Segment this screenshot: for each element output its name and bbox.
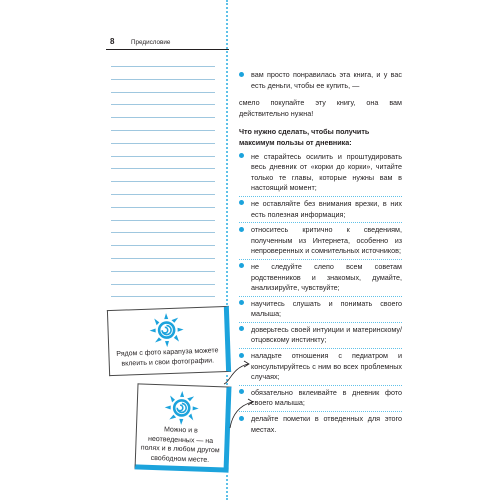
note-line	[111, 245, 215, 246]
tip-card-notes	[135, 383, 232, 472]
note-line	[111, 156, 215, 157]
list-item-text: делайте пометки в отведенных для этого местах.	[251, 414, 402, 434]
list-item-text: научитесь слушать и понимать своего малыша;	[251, 298, 402, 319]
sun-icon	[146, 311, 187, 348]
page-number: 8	[110, 37, 115, 46]
list-item	[239, 388, 402, 409]
note-line	[111, 168, 215, 169]
bullet-icon	[239, 353, 244, 358]
intro-list	[239, 70, 402, 91]
bullet-icon	[239, 300, 244, 305]
list-item-text: не старайтесь осилить и проштудировать весь дневник от «корки до корки», читайте только те главы, которые нужны вам в настоящий момент;	[251, 151, 402, 193]
note-line	[111, 271, 215, 272]
note-line	[111, 66, 215, 67]
list-item	[239, 225, 402, 257]
intro-paragraph: смело покупайте эту книгу, она вам действительно нужна!	[239, 98, 402, 118]
note-line	[111, 207, 215, 208]
item-separator	[239, 322, 402, 323]
header-rule	[106, 49, 229, 50]
arrow-to-photos-item	[222, 360, 252, 386]
bullet-icon	[239, 263, 244, 268]
list-item	[239, 70, 402, 91]
note-line	[111, 92, 215, 93]
note-line	[111, 130, 215, 131]
sun-icon	[161, 389, 202, 426]
list-item-text: не следуйте слепо всем советам родственников и знакомых, думайте, анализируйте, чувствуйте;	[251, 261, 402, 293]
note-line	[111, 181, 215, 182]
bullet-icon	[239, 326, 244, 331]
item-separator	[239, 348, 402, 349]
note-line	[111, 258, 215, 259]
list-item	[239, 325, 402, 346]
note-line	[111, 143, 215, 144]
list-item-text: относитесь критично к сведениям, полученным из Интернета, особенно из непроверенных и сомнительных источников;	[251, 225, 402, 256]
item-separator	[239, 296, 402, 297]
note-line	[111, 117, 215, 118]
bullet-icon	[239, 389, 244, 394]
bullet-icon	[239, 153, 244, 158]
tips-list	[239, 152, 402, 436]
item-separator	[239, 222, 402, 223]
item-separator	[239, 196, 402, 197]
card-caption: Можно и в неотведенных — на полях и в любом другом свободном месте.	[140, 426, 220, 464]
list-item-text: не оставляйте без внимания врезки, в них есть полезная информация;	[251, 198, 402, 219]
subheading: Что нужно сделать, чтобы получить максимум пользы от дневника:	[239, 127, 370, 147]
content-column	[239, 70, 402, 435]
arrow-to-notes-item	[226, 398, 256, 432]
tip-card-photos	[107, 306, 231, 376]
note-line	[111, 220, 215, 221]
running-head: Предисловие	[131, 39, 171, 46]
list-item-text: вам просто понравилась эта книга, и у вас есть деньги, чтобы ее купить, —	[251, 70, 402, 90]
list-item	[239, 262, 402, 294]
bullet-icon	[239, 72, 244, 77]
list-item	[239, 351, 402, 383]
note-line	[111, 104, 215, 105]
item-separator	[239, 411, 402, 412]
notes-lines	[111, 66, 215, 322]
note-line	[111, 194, 215, 195]
list-item-text: обязательно вклеивайте в дневник фото своего малыша;	[251, 387, 402, 408]
list-item-text: наладьте отношения с педиатром и консультируйтесь с ним во всех проблемных случаях;	[251, 351, 402, 382]
note-line	[111, 284, 215, 285]
note-line	[111, 296, 215, 297]
list-item	[239, 152, 402, 194]
note-line	[111, 232, 215, 233]
item-separator	[239, 259, 402, 260]
list-item	[239, 414, 402, 435]
list-item	[239, 199, 402, 220]
list-item-text: доверьтесь своей интуиции и материнскому/отцовскому инстинкту;	[251, 324, 402, 345]
bullet-icon	[239, 227, 244, 232]
note-line	[111, 79, 215, 80]
item-separator	[239, 385, 402, 386]
card-caption: Рядом с фото карапуза можете вклеить и свои фотографии.	[116, 347, 219, 368]
bullet-icon	[239, 200, 244, 205]
list-item	[239, 299, 402, 320]
